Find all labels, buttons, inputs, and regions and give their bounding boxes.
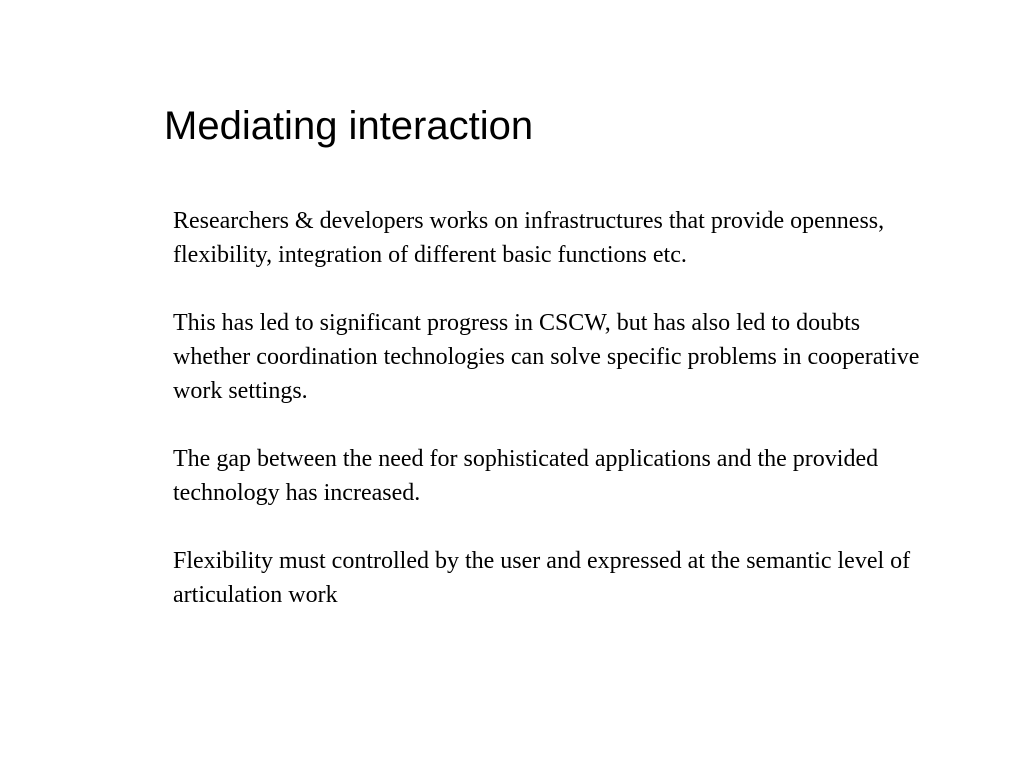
body-paragraph: This has led to significant progress in CSCW, but has also led to doubts whether coordination technologies can solve specific problems in cooperative work settings. [173, 310, 920, 404]
body-paragraph: Researchers & developers works on infrastructures that provide openness, flexibility, integration of different basic functions etc. [173, 208, 885, 268]
body-paragraph: Flexibility must controlled by the user and expressed at the semantic level of articulation work [173, 548, 911, 608]
body-paragraph: The gap between the need for sophisticated applications and the provided technology has increased. [173, 446, 879, 506]
slide-title: Mediating interaction [164, 104, 534, 148]
slide-body [173, 204, 933, 646]
